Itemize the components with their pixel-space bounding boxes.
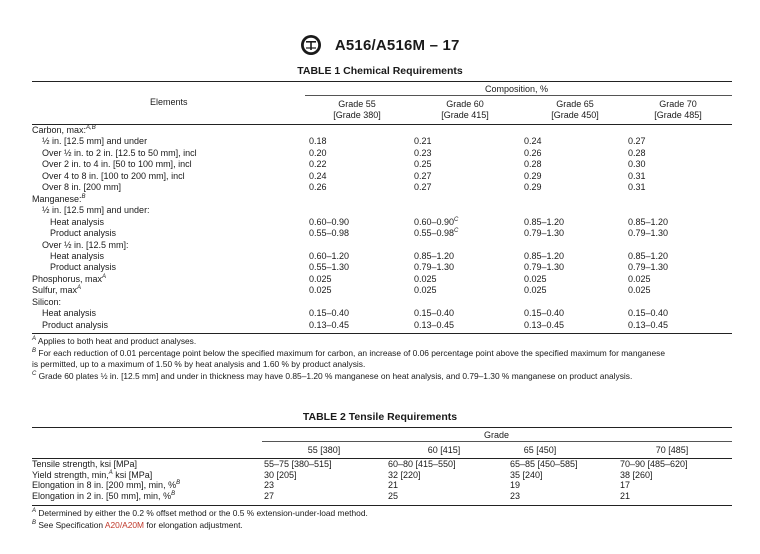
specification-link[interactable]: A20/A20M [104, 520, 145, 530]
cell-text: Heat analysis [42, 308, 97, 319]
grade-header-metric: [Grade 450] [551, 110, 599, 120]
table-1-bottom-rule [32, 333, 732, 334]
row-label [32, 297, 61, 308]
row-value: 21 [620, 490, 631, 501]
footnote-mark: A [32, 336, 37, 342]
row-value: 0.60–0.90 [309, 216, 350, 227]
row-label [32, 285, 81, 296]
grade-rule [262, 441, 732, 442]
row-value: 65–85 [450–585] [510, 459, 578, 469]
row-value: 0.025 [524, 285, 547, 296]
row-value: 0.55–0.98 [309, 228, 350, 239]
table-1-footnote [32, 371, 632, 382]
footnote-mark: B [171, 490, 176, 497]
grade-header: Grade 60 [446, 99, 484, 109]
row-value: 0.85–1.20 [524, 250, 565, 261]
cell-text: Over 2 in. to 4 in. [50 to 100 mm], incl [42, 159, 192, 170]
row-value: 17 [620, 480, 631, 491]
row-value: 0.025 [628, 273, 651, 284]
row-label [50, 251, 104, 262]
footnote-text: Determined by either the 0.2 % offset method or the 0.5 % extension-under-load method. [38, 508, 368, 518]
row-value: 0.28 [628, 147, 646, 158]
table-1-top-rule [32, 81, 732, 82]
row-value: 0.24 [524, 136, 542, 147]
cell-text: Carbon, max: [32, 125, 87, 135]
row-label [32, 491, 175, 502]
row-value: 0.15–0.40 [524, 308, 565, 319]
cell-text: Elongation in 8 in. [200 mm], min, % [32, 480, 177, 491]
footnote-mark: C [454, 216, 459, 223]
document-header [0, 34, 760, 56]
cell-text: Heat analysis [50, 250, 105, 261]
footnote-mark: A [108, 469, 113, 476]
cell-text: Phosphorus, max [32, 273, 103, 284]
footnote-text: Applies to both heat and product analyses. [37, 336, 197, 346]
grade-header: Grade 55 [338, 99, 376, 109]
grade-group-header: Grade [484, 430, 510, 440]
grade-header-metric: [Grade 415] [441, 110, 489, 120]
grade-header-metric: [Grade 380] [333, 110, 381, 120]
row-value: 0.15–0.40 [309, 308, 350, 319]
composition-header: Composition, % [485, 84, 549, 94]
cell-text: Manganese: [32, 193, 82, 204]
row-label [42, 159, 192, 170]
row-value: 55–75 [380–515] [264, 459, 332, 469]
row-value: 19 [510, 480, 521, 491]
footnote-text: is permitted, up to a maximum of 1.50 % by heat analysis and 1.60 % by product analysis. [32, 359, 366, 369]
cell-text: Over ½ in. [12.5 mm]: [42, 239, 129, 250]
row-value: 0.21 [414, 136, 432, 147]
row-label [42, 182, 121, 193]
cell-text: Sulfur, max [32, 285, 78, 296]
row-value: 0.55–1.30 [309, 262, 350, 273]
grade-header: Grade 70 [659, 99, 697, 109]
footnote-mark: C [32, 370, 37, 377]
row-value: 0.025 [628, 285, 651, 296]
row-value: 0.79–1.30 [628, 228, 669, 239]
cell-text: Product analysis [50, 228, 117, 239]
row-label [42, 240, 129, 251]
row-value: 0.025 [414, 285, 437, 296]
grade-column-header: 65 [450] [523, 445, 557, 455]
row-value: $0.60-0.90^C$ [414, 216, 459, 227]
row-value: 70–90 [485–620] [620, 459, 688, 469]
row-label [32, 459, 137, 470]
cell-text: Product analysis [50, 262, 117, 273]
table-2-footnote [32, 508, 368, 519]
row-value: 0.13–0.45 [309, 319, 350, 330]
row-value: 0.27 [628, 136, 646, 147]
table-1-header-rule [32, 124, 732, 125]
row-value: 0.30 [628, 159, 646, 170]
grade-column-header: 55 [380] [307, 445, 341, 455]
row-value: 60–80 [415–550] [388, 459, 456, 469]
row-value: 0.29 [524, 170, 542, 181]
row-value: 0.27 [414, 170, 432, 181]
grade-column-header: 70 [485] [655, 445, 689, 455]
cell-text: Silicon: [32, 296, 62, 307]
cell-text: Elongation in 2 in. [50 mm], min, % [32, 490, 172, 501]
row-value: 0.85–1.20 [628, 250, 669, 261]
row-value: 21 [388, 480, 399, 491]
row-label [32, 470, 152, 481]
cell-text: Over 4 to 8 in. [100 to 200 mm], incl [42, 170, 185, 181]
row-label [50, 217, 104, 228]
row-value: 0.79–1.30 [524, 262, 565, 273]
row-value: 30 [205] [264, 469, 297, 480]
footnote-mark: A [77, 285, 82, 292]
composition-rule [305, 95, 732, 96]
row-value: 25 [388, 490, 399, 501]
row-value: 0.31 [628, 170, 646, 181]
row-value: 0.31 [628, 182, 646, 193]
row-value: 0.025 [414, 273, 437, 284]
footnote-text: See Specification [38, 520, 105, 530]
footnote-mark: B [32, 520, 37, 526]
cell-text: Product analysis [42, 319, 109, 330]
document-title: A516/A516M – 17 [334, 36, 460, 54]
row-value: 0.025 [309, 285, 332, 296]
cell-text: Tensile strength, ksi [MPa] [32, 459, 138, 469]
table-2-bottom-rule [32, 505, 732, 506]
row-label [42, 308, 96, 319]
cell-text: Yield strength, min, [32, 469, 109, 480]
row-value: 0.13–0.45 [414, 319, 455, 330]
row-value: 0.79–1.30 [524, 228, 565, 239]
row-value: 0.79–1.30 [628, 262, 669, 273]
row-value: 0.20 [309, 147, 327, 158]
row-value: 23 [510, 490, 521, 501]
row-label [32, 194, 86, 205]
footnote-mark: A [102, 273, 107, 280]
footnote-text: Grade 60 plates ½ in. [12.5 mm] and under in thickness may have 0.85–1.20 % manganese on heat analysis, and 0.79–1.30 % manganese on product analysis. [38, 370, 633, 381]
row-label [32, 480, 180, 491]
row-value: $0.55-0.98^C$ [414, 228, 459, 239]
table-1-footnote [32, 348, 665, 359]
row-value: 0.79–1.30 [414, 262, 455, 273]
cell-text: Over 8 in. [200 mm] [42, 182, 122, 193]
row-value: 0.15–0.40 [414, 308, 455, 319]
row-value: 0.13–0.45 [524, 319, 565, 330]
row-value: 0.025 [524, 273, 547, 284]
cell-text-suffix: ksi [MPa] [112, 469, 153, 480]
elements-header: Elements [150, 97, 188, 107]
table-2-footnote [32, 520, 243, 531]
row-label [32, 274, 106, 285]
table-1-footnote [32, 336, 196, 347]
row-value: 27 [264, 490, 275, 501]
row-value: 23 [264, 480, 275, 491]
row-value: 0.025 [309, 273, 332, 284]
footnote-text: For each reduction of 0.01 percentage point below the specified maximum for carbon, an increase of 0.06 percentage point above the specified maximum for manganese [38, 347, 665, 358]
row-label [42, 171, 185, 182]
row-label [32, 125, 96, 136]
footnote-mark: A [32, 508, 37, 514]
row-label [50, 262, 116, 273]
row-value: 0.85–1.20 [414, 250, 455, 261]
cell-text: Over ½ in. to 2 in. [12.5 to 50 mm], incl [42, 147, 197, 158]
row-label [42, 136, 147, 147]
footnote-text-suffix: for elongation adjustment. [144, 520, 243, 530]
table-1-title: TABLE 1 Chemical Requirements [297, 65, 463, 77]
row-value: 38 [260] [620, 469, 653, 480]
row-label [42, 205, 150, 216]
footnote-mark: A,B [86, 125, 96, 131]
row-value: 0.18 [309, 136, 327, 147]
row-value: 0.25 [414, 159, 432, 170]
row-value: 0.26 [524, 147, 542, 158]
cell-text: Heat analysis [50, 216, 105, 227]
cell-text: ½ in. [12.5 mm] and under [42, 136, 148, 147]
astm-logo-icon [300, 34, 322, 56]
row-value: 0.29 [524, 182, 542, 193]
footnote-mark: B [176, 480, 181, 487]
table-2-title: TABLE 2 Tensile Requirements [302, 411, 458, 423]
row-value: 0.15–0.40 [628, 308, 669, 319]
row-value: 0.60–1.20 [309, 250, 350, 261]
row-value: 0.26 [309, 182, 327, 193]
row-value: 0.85–1.20 [524, 216, 565, 227]
row-value: 0.24 [309, 170, 327, 181]
row-label [42, 148, 197, 159]
row-label [42, 320, 108, 331]
footnote-mark: C [454, 228, 459, 235]
footnote-mark: B [32, 347, 37, 354]
table-2-top-rule [32, 427, 732, 428]
footnote-mark: B [81, 193, 86, 200]
row-value: 0.85–1.20 [628, 216, 669, 227]
row-value: 0.23 [414, 147, 432, 158]
table-1-footnote [32, 359, 365, 370]
row-value: 0.22 [309, 159, 327, 170]
grade-header: Grade 65 [556, 99, 594, 109]
cell-text: ½ in. [12.5 mm] and under: [42, 205, 150, 216]
row-label [50, 228, 116, 239]
row-value: 32 [220] [388, 469, 421, 480]
grade-header-metric: [Grade 485] [654, 110, 702, 120]
row-value: 0.28 [524, 159, 542, 170]
row-value: 0.13–0.45 [628, 319, 669, 330]
grade-column-header: 60 [415] [427, 445, 461, 455]
row-value: 35 [240] [510, 469, 543, 480]
row-value: 0.27 [414, 182, 432, 193]
